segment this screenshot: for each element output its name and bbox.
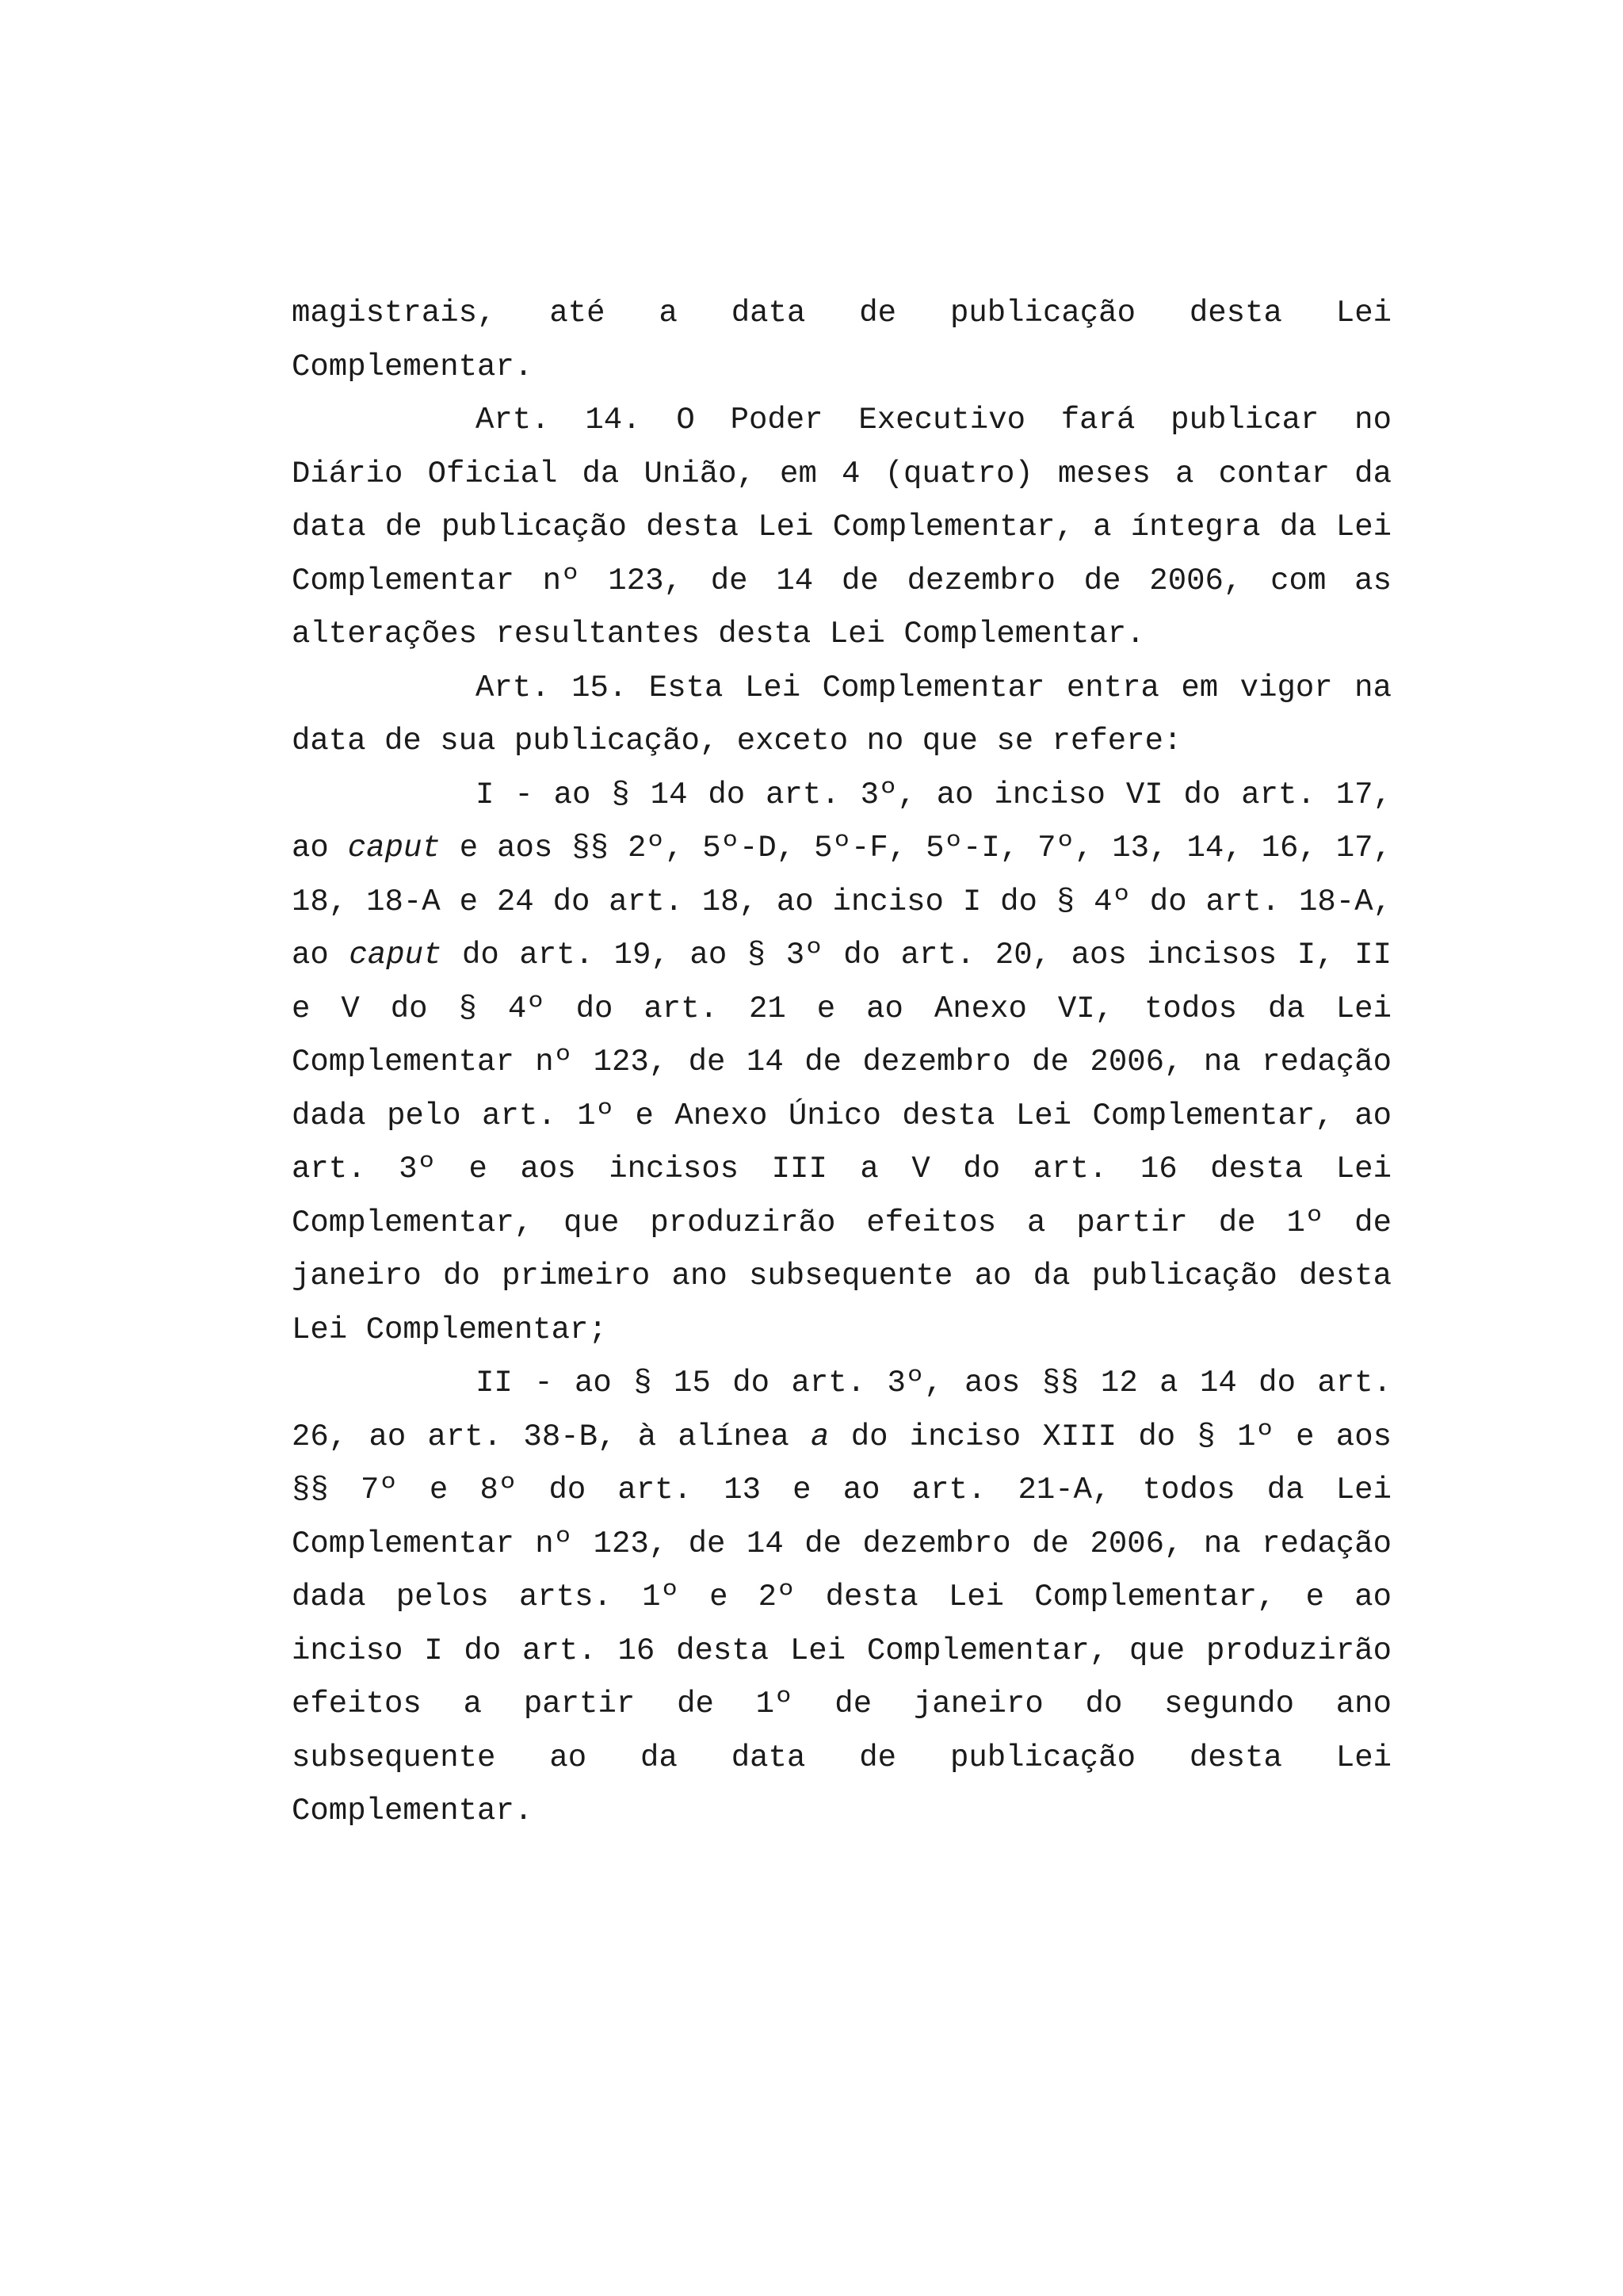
text-line: data de sua publicação, exceto no que se refere:	[292, 724, 1182, 758]
article-14	[292, 394, 1392, 662]
text-line: data de publicação desta Lei Complementar, a íntegra da Lei	[292, 510, 1392, 544]
text-line: magistrais, até a data de publicação desta Lei	[292, 296, 1392, 330]
text-line: dada pelos arts. 1º e 2º desta Lei Complementar, e ao	[292, 1580, 1392, 1614]
text-line: dada pelo art. 1º e Anexo Único desta Lei Complementar, ao	[292, 1098, 1392, 1133]
text-line: Complementar, que produzirão efeitos a partir de 1º de	[292, 1205, 1392, 1240]
text-line: efeitos a partir de 1º de janeiro do segundo ano	[292, 1687, 1392, 1721]
text-line: Complementar nº 123, de 14 de dezembro de 2006, na redação	[292, 1526, 1392, 1561]
text-line: subsequente ao da data de publicação desta Lei	[292, 1740, 1392, 1775]
text-line: Complementar.	[292, 1794, 533, 1828]
text-line: alterações resultantes desta Lei Complementar.	[292, 617, 1145, 651]
text-line: Art. 15. Esta Lei Complementar entra em vigor na	[475, 670, 1392, 705]
text-line: Lei Complementar;	[292, 1312, 607, 1347]
article-15-inciso-i	[292, 769, 1392, 1358]
article-15	[292, 662, 1392, 769]
text-line: ao caput e aos §§ 2º, 5º-D, 5º-F, 5º-I, 7º, 13, 14, 16, 17,	[292, 831, 1392, 865]
text-line: Art. 14. O Poder Executivo fará publicar no	[475, 403, 1392, 437]
text-line: II - ao § 15 do art. 3º, aos §§ 12 a 14 do art.	[475, 1366, 1392, 1400]
document-body	[292, 287, 1392, 1839]
text-line: §§ 7º e 8º do art. 13 e ao art. 21-A, todos da Lei	[292, 1473, 1392, 1507]
text-line: 18, 18-A e 24 do art. 18, ao inciso I do § 4º do art. 18-A,	[292, 884, 1392, 919]
text-line: Diário Oficial da União, em 4 (quatro) meses a contar da	[292, 456, 1392, 491]
text-line: I - ao § 14 do art. 3º, ao inciso VI do art. 17,	[475, 777, 1392, 812]
text-line: ao caput do art. 19, ao § 3º do art. 20, aos incisos I, II	[292, 938, 1392, 972]
text-line: e V do § 4º do art. 21 e ao Anexo VI, todos da Lei	[292, 991, 1392, 1026]
paragraph-closing-previous	[292, 287, 1392, 394]
text-line: 26, ao art. 38-B, à alínea a do inciso XIII do § 1º e aos	[292, 1419, 1392, 1454]
text-line: inciso I do art. 16 desta Lei Complementar, que produzirão	[292, 1633, 1392, 1668]
text-line: janeiro do primeiro ano subsequente ao da publicação desta	[292, 1259, 1392, 1293]
text-line: Complementar nº 123, de 14 de dezembro de 2006, com as	[292, 563, 1392, 598]
text-line: Complementar nº 123, de 14 de dezembro de 2006, na redação	[292, 1045, 1392, 1079]
article-15-inciso-ii	[292, 1357, 1392, 1839]
text-line: art. 3º e aos incisos III a V do art. 16 desta Lei	[292, 1152, 1392, 1186]
text-line: Complementar.	[292, 349, 533, 384]
